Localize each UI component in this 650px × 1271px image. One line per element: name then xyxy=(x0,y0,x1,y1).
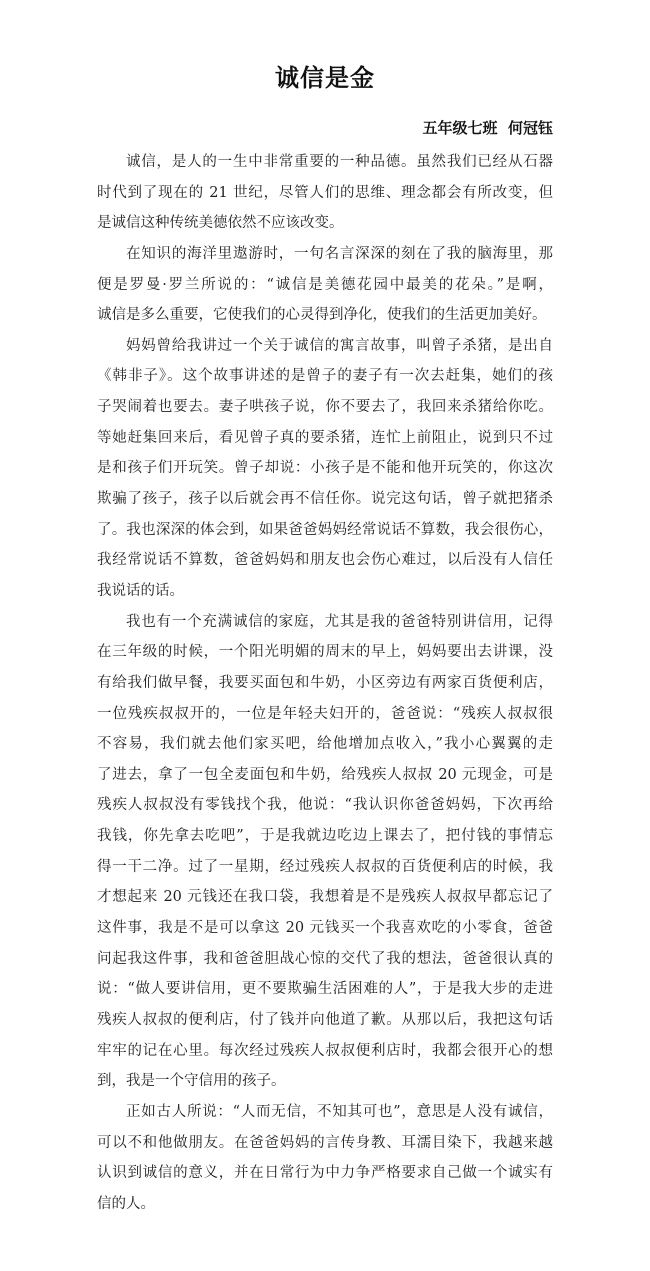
paragraph-line: 正如古人所说：“人而无信，不知其可也”，意思是人没有诚信， xyxy=(126,1103,553,1120)
paragraph-line: 有给我们做早餐，我要买面包和牛奶，小区旁边有两家百货便利店， xyxy=(97,674,553,691)
paragraph-line: 是诚信这种传统美德依然不应该改变。 xyxy=(97,215,344,232)
author-name: 何冠钰 xyxy=(507,119,553,137)
paragraph-line: 便是罗曼·罗兰所说的：“诚信是美德花园中最美的花朵。”是啊， xyxy=(97,276,553,293)
essay-title: 诚信是金 xyxy=(275,64,375,92)
paragraph-line: 是和孩子们开玩笑。曾子却说：小孩子是不能和他开玩笑的，你这次 xyxy=(97,460,553,477)
paragraph-line: 在三年级的时候，一个阳光明媚的周末的早上，妈妈要出去讲课，没 xyxy=(97,644,553,661)
paragraph-line: 残疾人叔叔的便利店，付了钱并向他道了歉。从那以后，我把这句话 xyxy=(97,1011,553,1028)
paragraph-line: 认识到诚信的意义，并在日常行为中力争严格要求自己做一个诚实有 xyxy=(97,1165,553,1182)
paragraph-line: 诚信，是人的一生中非常重要的一种品德。虽然我们已经从石器 xyxy=(126,154,553,170)
paragraph-3 xyxy=(97,331,553,607)
paragraph-line: 欺骗了孩子，孩子以后就会再不信任你。说完这句话，曾子就把猪杀 xyxy=(97,491,553,508)
paragraph-line: 才想起来 20 元钱还在我口袋，我想着是不是残疾人叔叔早都忘记了 xyxy=(97,889,553,906)
paragraph-line: 问起我这件事，我和爸爸胆战心惊的交代了我的想法，爸爸很认真的 xyxy=(97,950,553,967)
paragraph-line: 残疾人叔叔没有零钱找个我，他说：“我认识你爸爸妈妈，下次再给 xyxy=(97,797,553,814)
essay-body xyxy=(97,147,553,1219)
paragraph-line: 诚信是多么重要，它使我们的心灵得到净化，使我们的生活更加美好。 xyxy=(97,307,547,324)
author-line xyxy=(422,113,553,143)
paragraph-4 xyxy=(97,607,553,1097)
paragraph-line: 我钱，你先拿去吃吧”，于是我就边吃边上课去了，把付钱的事情忘 xyxy=(97,828,553,845)
paragraph-line: 说：“做人要讲信用，更不要欺骗生活困难的人”，于是我大步的走进 xyxy=(97,981,553,998)
paragraph-line: 子哭闹着也要去。妻子哄孩子说，你不要去了，我回来杀猪给你吃。 xyxy=(97,399,553,416)
paragraph-line: 等她赶集回来后，看见曾子真的要杀猪，连忙上前阻止，说到只不过 xyxy=(97,429,553,446)
paragraph-line: 到，我是一个守信用的孩子。 xyxy=(97,1073,286,1090)
paragraph-line: 一位残疾叔叔开的，一位是年轻夫妇开的，爸爸说：“残疾人叔叔很 xyxy=(97,705,553,722)
paragraph-line: 在知识的海洋里遨游时，一句名言深深的刻在了我的脑海里，那 xyxy=(126,245,553,262)
paragraph-line: 可以不和他做朋友。在爸爸妈妈的言传身教、耳濡目染下，我越来越 xyxy=(97,1134,553,1151)
paragraph-line: 了。我也深深的体会到，如果爸爸妈妈经常说话不算数，我会很伤心， xyxy=(97,521,553,538)
paragraph-1 xyxy=(97,147,553,239)
author-class: 五年级七班 xyxy=(422,119,498,137)
paragraph-5 xyxy=(97,1097,553,1220)
paragraph-line: 《韩非子》。这个故事讲述的是曾子的妻子有一次去赶集，她们的孩 xyxy=(97,368,553,385)
paragraph-line: 了进去，拿了一包全麦面包和牛奶，给残疾人叔叔 20 元现金，可是 xyxy=(97,766,553,783)
paragraph-line: 我经常说话不算数，爸爸妈妈和朋友也会伤心难过，以后没有人信任 xyxy=(97,552,553,569)
paragraph-line: 妈妈曾给我讲过一个关于诚信的寓言故事，叫曾子杀猪，是出自 xyxy=(126,337,553,354)
paragraph-line: 得一干二净。过了一星期，经过残疾人叔叔的百货便利店的时候，我 xyxy=(97,858,553,875)
paragraph-2 xyxy=(97,239,553,331)
paragraph-line: 我说话的话。 xyxy=(97,582,184,599)
paragraph-line: 不容易，我们就去他们家买吧，给他增加点收入，”我小心翼翼的走 xyxy=(97,736,553,753)
paragraph-line: 我也有一个充满诚信的家庭，尤其是我的爸爸特别讲信用，记得 xyxy=(126,613,553,630)
paragraph-line: 时代到了现在的 21 世纪，尽管人们的思维、理念都会有所改变，但 xyxy=(97,184,553,201)
paragraph-line: 信的人。 xyxy=(97,1195,155,1212)
paragraph-line: 牢牢的记在心里。每次经过残疾人叔叔便利店时，我都会很开心的想 xyxy=(97,1042,553,1059)
paragraph-line: 这件事，我是不是可以拿这 20 元钱买一个我喜欢吃的小零食，爸爸 xyxy=(97,920,553,937)
